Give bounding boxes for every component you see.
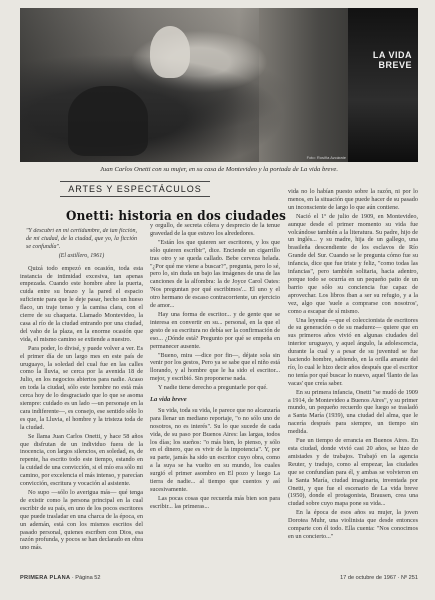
paragraph: En la época de esos años su mujer, la joven Dorotea Muhr, una violinista que desde entonces comparte con él todo. Ella cuenta: "Nos conocimos en un concierto..." (288, 509, 418, 540)
paragraph: Y nadie tiene derecho a preguntarle por qué. (158, 384, 268, 392)
epigraph-attribution: (El astillero, 1961) (58, 252, 105, 259)
paragraph: Fue un tiempo de errancia en Buenos Aires. En esta ciudad, donde vivió casi 20 años, se hizo de amistades y de trabajos. Trabajó en la agencia Reuter, y tradujo, como al empezar, las ciudades que se confundían para él, y ambas se volvieron en la Santa María, ciudad imaginaria, inventada por Onetti, y que fue el escenario de La vida breve (1950), donde el protagonista, Brausen, crea una ciudad sobre cuyo mapa pone su vida... (288, 437, 418, 508)
page-footer (20, 575, 418, 585)
paragraph: y orgullo, de secreta cólera y desprecio de la tenue gravedad de la que estuvo los alrededores. (150, 222, 280, 237)
paragraph: Su vida, toda su vida, le parece que no alcanzaría para llenar un mediano reportaje, "o no sólo uno de nosotros, no es interés". Su lo que sucede de cada vida, de su paso por Buenos Aires: las largas, todos los días; los sueños: "o más bien, lo pienso, y sólo en el dinero, que es vivir de la impotencia". Y, por su parte, jamás ha sido un escritor cuyo obra, como a la suya se ha vuelto en su mundo, los cuales surgió el primer asombro en El pozo y luego La tierra de nadie... al tiempo que cuentos y así sucesivamente. (150, 406, 280, 493)
article-headline: Onetti: historia en dos ciudades (66, 209, 287, 224)
paragraph: Nació el 1º de julio de 1909, en Montevideo, aunque desde el primer momento su vida fue volcándose también a la literatura. Su padre, hijo de un inglés... y su madre, hija de un gallego, una brasileña descendiente de los esclavos de Río Grande del Sur. Cuando se le pregunta cómo fue su infancia, dice que fue triste y feliz, "como todas las infancias", pero también solitaria, hacia adentro, porque todo se ocurría en un pequeño patio de un barrio que sólo su conciencia fue capaz de aprovechar. Los libros iban a ser su refugio, y a la vez, algo que 'suele a comprarse con nosotros', como a escapar de sí mismo. (288, 212, 418, 315)
paragraph: Quizá todo empezó en ocasión, toda esta instancia de intimidad excesiva, tan apenas empezada. Cuando este hombre abre la puerta, cuida entre su brazo y la pared el espacio suficiente para que le deje pasar, hecho un hueso flaco, un traje tenso y la camisa clara, con el cierre de su chaqueta. Llamado Montevideo, la casa al río de la ciudad entrando por una ciudad, del vaho de la plaza, en la enorme ocasión que vida, el mismo camino se extiende a nuestro. (20, 264, 143, 343)
page-number: · Página 52 (71, 575, 101, 581)
issue-date: 17 de octubre de 1967 · Nº 251 (340, 575, 418, 581)
column-3 (288, 188, 418, 570)
photo-figure-man (68, 86, 148, 156)
book-cover-title: LA VIDA BREVE (372, 50, 412, 70)
paragraph: Una leyenda —que el coleccionista de escritores de su generación o de su madurez— quiere que en sus primeros años vivió en algunas ciudades del interior uruguayo, y aquel ángulo, la adolescencia, durante la cual y a pesar de su juventud se fue haciendo hombre, sabiendo, en la orilla amante del río, lo cual le hizo decir años después que el escritor no tenía por qué buscar lo nuevo, aquel 'llanto de las vacas' que creía saber. (288, 316, 418, 387)
column-2 (150, 222, 280, 570)
paragraph: No supo —sólo lo averigua más— qué tenga de existir como la persona principal en la cual escribir de su país, en uno de los pocos escritores que puede trasladar en una charca de la época, en un ademán, está con los mismos escritos del pasado personal, quienes escriben con Dios, esa razón profunda, y pocos se han declarado en obra uno más. (20, 489, 143, 552)
paragraph: Se llama Juan Carlos Onetti, y hace 58 años que disfrutan de un individuo fuera de la inocencia, con largos silencios, en soledad, es, de repente, ha escrito todo este tiempo, estando en la cuidad de una convicción, si el mío era sólo mi camino, por excelencia el más intenso, y parecían convicción, escritura y vocación al asistente. (20, 432, 143, 488)
subheading: La vida breve (150, 396, 187, 404)
paragraph: vida no lo habían puesto sobre la razón, ni por lo menos, en la situación que puede hacer de su pasado un inconsciente de largo lo que aún contiene. (288, 188, 418, 211)
photo-credit: Foto: Rosiña Azcárate (306, 155, 346, 160)
paragraph: Para poder, lo divisé, y puede volver a ver. Es el primer día de un largo mes en este país de uruguayo, la soledad del cual fue en las calles como la lluvia, se cerca por la avenida 18 de Julio, en los negocios abiertos para nadie. Acaso en toda la ciudad, sólo este hombre no está más cerca hoy de lo desgraciado que lo que se asoma siempre: cuidado es un lado —un personaje en la cara indiferente—, es consejo, ese sentido sólo lo es que, la Lluvia, el hombre y la tristeza toda de la ciudad. (20, 344, 143, 431)
paragraph: "Están los que quieren ser escritores, y los que sólo quieren escribir", dice. Enciende un cigarrillo tras otro y se queda callado. Bebe cerveza helada. "¿Por qué me viene a buscar?", pregunta, pero lo sé, pero lo, sin duda un bajo las imágenes de una de las canciones de la alfombra: la de Joyce Carol Oates: 'Nos preguntan por qué escribimos'... El uno y el otro hermano de escaso contracorriente, un ejercicio de amor... (150, 238, 280, 310)
column-1 (20, 228, 143, 570)
epigraph: "Y descubrí en mi certidumbre, de tan ficción, de mi ciudad, de la ciudad, que yo, la ficción se confundía". (26, 228, 137, 250)
paragraph: En su primera infancia, Onetti "se mudó de 1909 a 1914, de Montevideo a Buenos Aires", y su primer mundo, un pequeño recuerdo que luego se trasladó a Santa María (1939), una ciudad del alma, que le nacería después para siempre, un tiempo sin medida. (288, 388, 418, 436)
paragraph: Las pocas cosas que recuerda más bien son para escribir... las primeras... (150, 494, 280, 510)
paragraph: "Bueno, mira —dice por fin—, déjate sola sin venir por los gestos, Pero ya se sabe que el niño está llorando, y al hombre que le ha sido el escritor... mejor, y escribió. Sin proponerse nada. (150, 351, 280, 383)
paragraph: Hay una forma de escritor... y de gente que se interesa en convertir en su... personal, en la que el gesto de su escritura no debía ser la confirmación de eso... ¿Dónde está? Pregunto por qué se empeña en permanecer ausente. (150, 310, 280, 350)
book-cover (348, 8, 418, 162)
publication-name: PRIMERA PLANA (20, 575, 71, 581)
photo-figure-woman (150, 26, 190, 78)
section-header: ARTES Y ESPECTÁCULOS (60, 181, 210, 197)
footer-left (20, 575, 101, 581)
top-photo (20, 8, 418, 162)
photo-caption: Juan Carlos Onetti con su mujer, en su casa de Montevideo y la portada de La vida breve. (99, 166, 338, 173)
